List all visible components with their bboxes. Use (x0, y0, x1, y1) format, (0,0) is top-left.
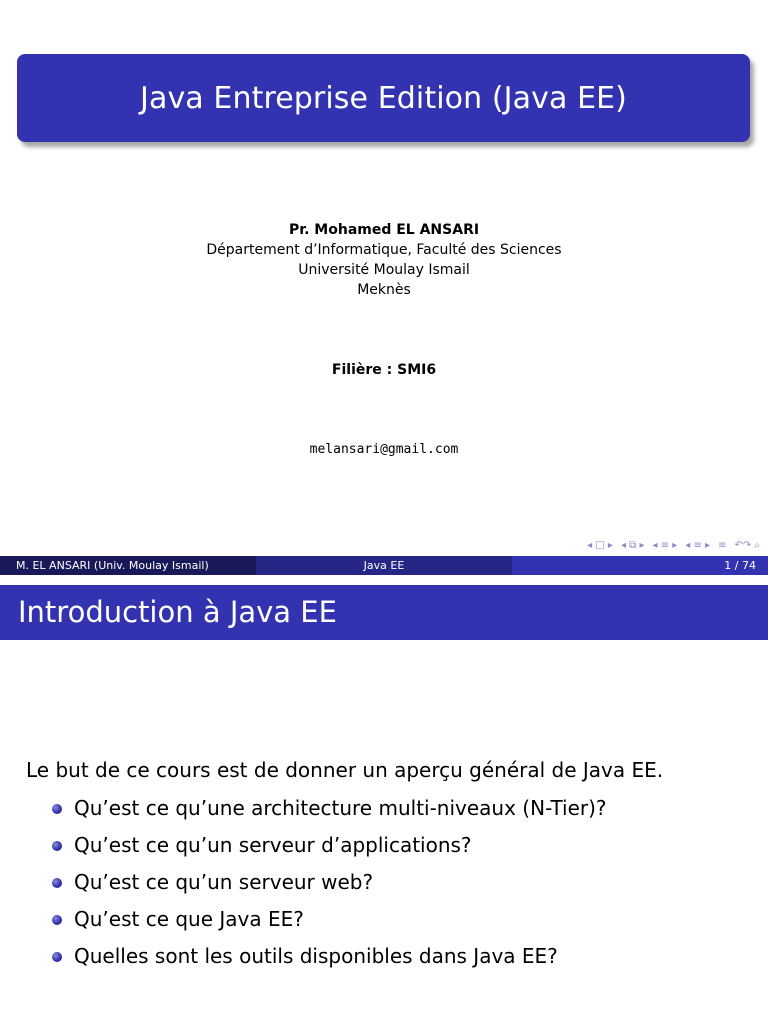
bullet-text: Qu’est ce que Java EE? (74, 907, 304, 931)
bullet-text: Qu’est ce qu’un serveur web? (74, 870, 374, 894)
author-block (0, 220, 768, 300)
nav-document-icon[interactable]: ◂ ≡ ▸ (685, 539, 711, 551)
filiere-label: Filière : SMI6 (331, 362, 437, 378)
footer-page-number: 1 / 74 (512, 556, 768, 575)
list-item (50, 901, 607, 938)
nav-frame-icon[interactable]: ◂ □ ▸ (587, 539, 613, 551)
bullet-icon (52, 841, 62, 851)
nav-search-icon[interactable]: ↶↷ ⌕ (734, 539, 760, 551)
footer-title: Java EE (256, 556, 512, 575)
university: Université Moulay Ismail (298, 262, 470, 278)
nav-section-icon[interactable]: ◂ ≡ ▸ (652, 539, 678, 551)
list-item (50, 864, 607, 901)
author-email[interactable]: melansari@gmail.com (309, 442, 459, 457)
beamer-navigation-bar (587, 538, 760, 552)
footer-author: M. EL ANSARI (Univ. Moulay Ismail) (0, 556, 256, 575)
slide-footer (0, 556, 768, 575)
list-item (50, 938, 607, 975)
bullet-text: Qu’est ce qu’une architecture multi-niveaux (N-Tier)? (74, 796, 607, 820)
bullet-icon (52, 878, 62, 888)
bullet-icon (52, 915, 62, 925)
author-name: Pr. Mohamed EL ANSARI (288, 222, 480, 238)
bullet-text: Quelles sont les outils disponibles dans Java EE? (74, 944, 558, 968)
department: Département d’Informatique, Faculté des Sciences (206, 242, 562, 258)
bullet-text: Qu’est ce qu’un serveur d’applications? (74, 833, 472, 857)
list-item (50, 827, 607, 864)
city: Meknès (357, 282, 411, 298)
list-item (50, 790, 607, 827)
bullet-icon (52, 952, 62, 962)
nav-appendix-icon[interactable]: ≡ (718, 539, 727, 551)
nav-subsection-icon[interactable]: ◂ ⧉ ▸ (620, 539, 645, 551)
bullet-icon (52, 804, 62, 814)
frame-title: Introduction à Java EE (0, 585, 768, 640)
presentation-title: Java Entreprise Edition (Java EE) (17, 54, 750, 142)
intro-text: Le but de ce cours est de donner un aperçu général de Java EE. (26, 758, 664, 782)
bullet-list (50, 790, 607, 975)
